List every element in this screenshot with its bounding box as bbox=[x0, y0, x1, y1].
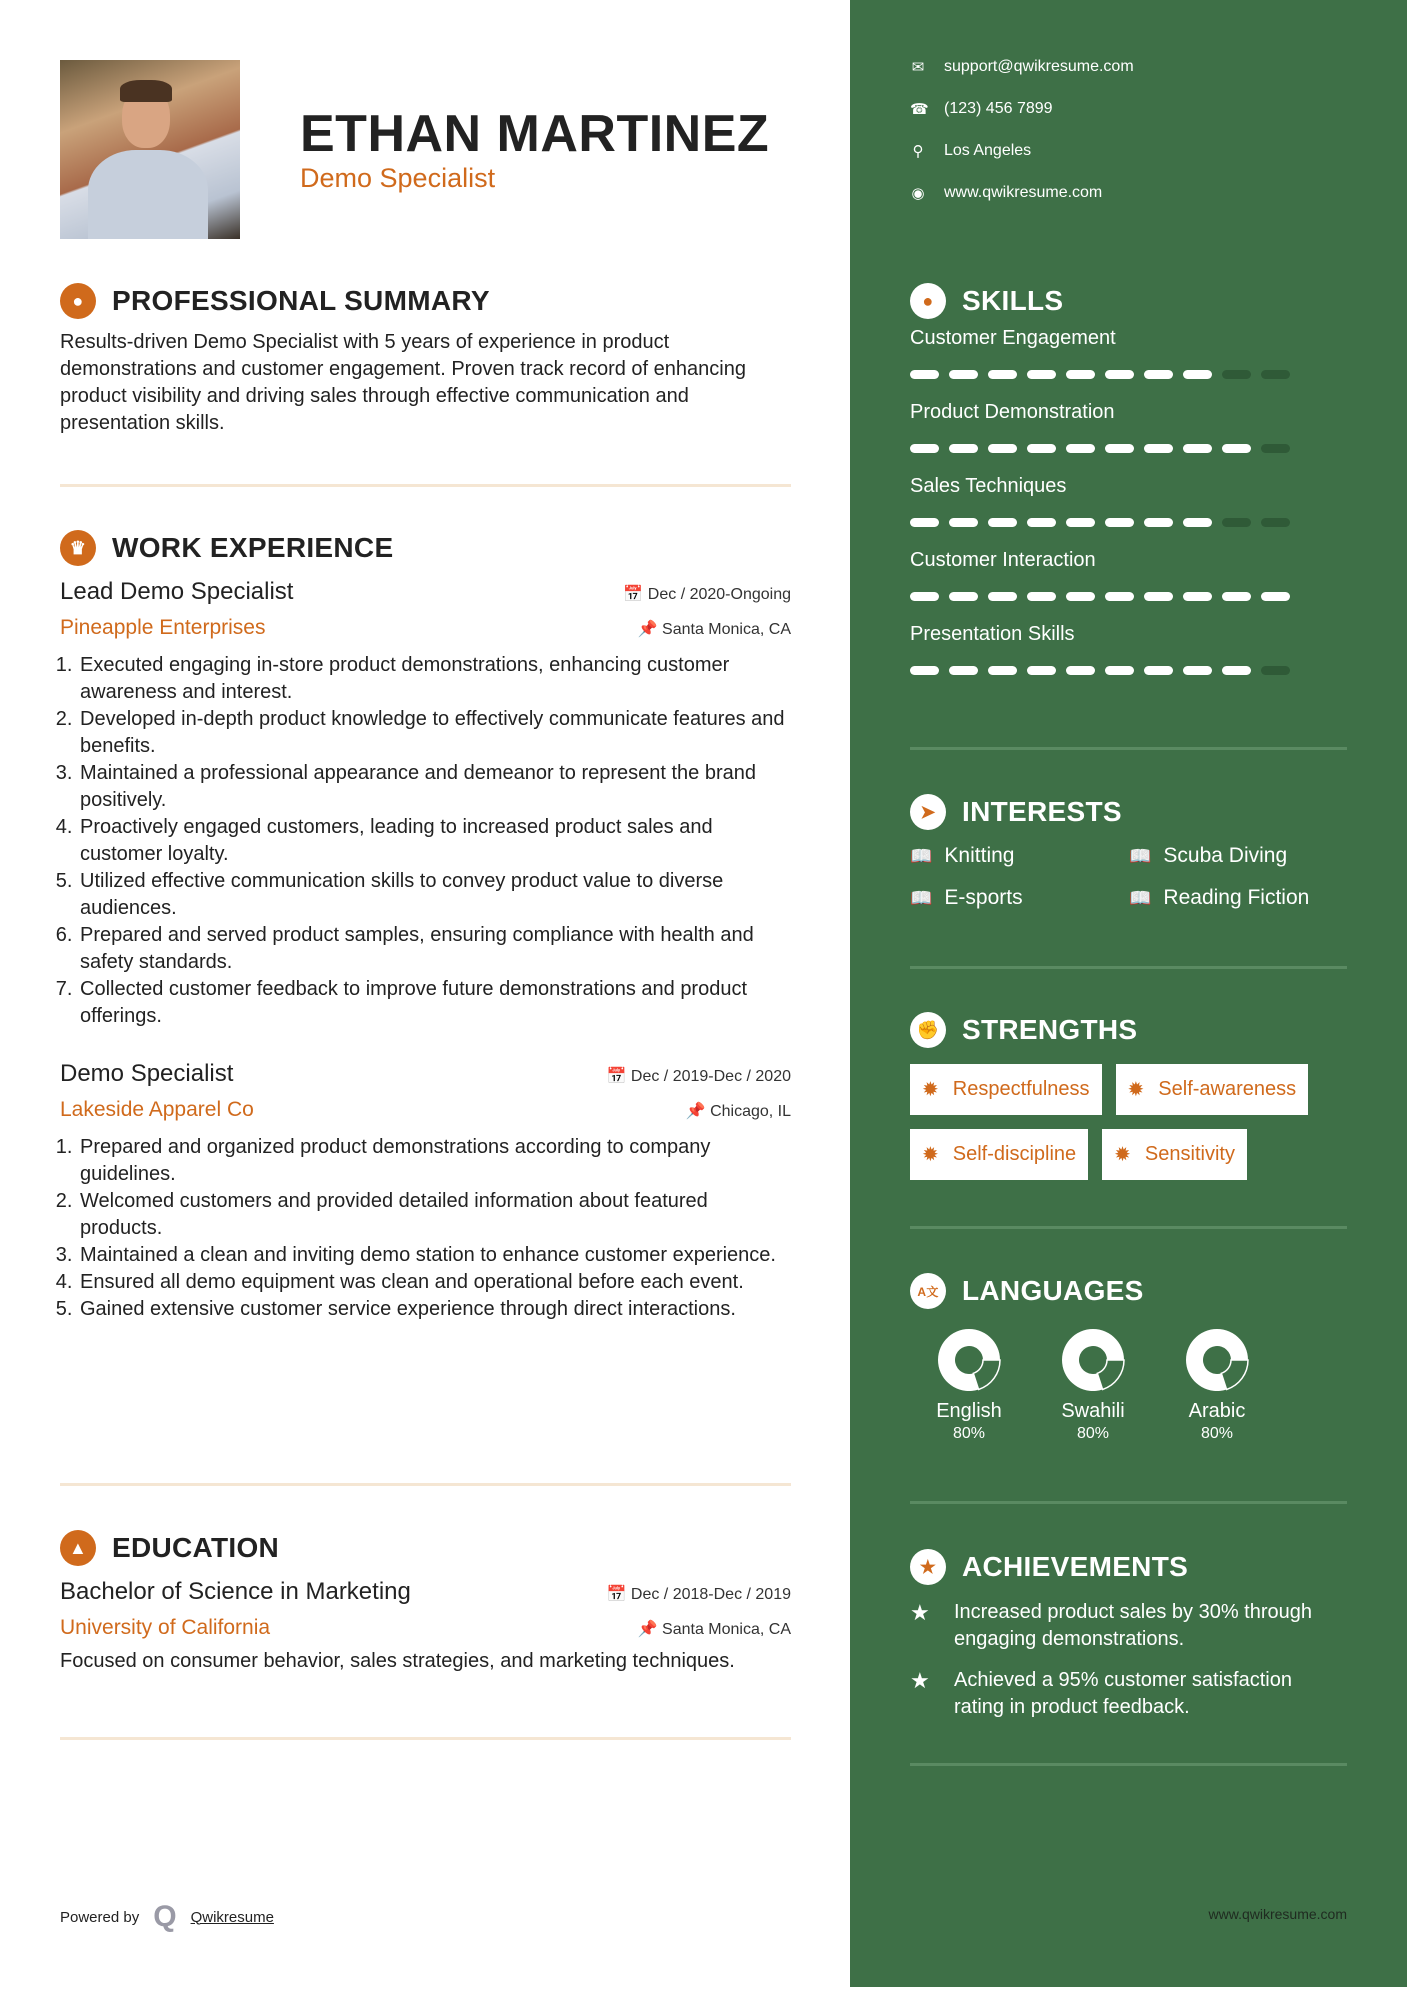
badge-icon: ✹ bbox=[1114, 1144, 1131, 1166]
interest-label: Scuba Diving bbox=[1163, 844, 1288, 867]
skill-dash-filled bbox=[988, 518, 1017, 527]
section-heading: PROFESSIONAL SUMMARY bbox=[112, 285, 490, 316]
achievement-text: Achieved a 95% customer satisfaction rating in product feedback. bbox=[954, 1669, 1292, 1718]
skill-dash-filled bbox=[1222, 666, 1251, 675]
job-location: Chicago, IL bbox=[710, 1103, 791, 1120]
language-percent: 80% bbox=[1200, 1425, 1234, 1442]
email-text: support@qwikresume.com bbox=[944, 58, 1134, 75]
skill-dash-filled bbox=[988, 444, 1017, 453]
calendar-icon: 📅 bbox=[623, 586, 648, 603]
donut-remaining-arc bbox=[1221, 1360, 1248, 1389]
sidebar bbox=[850, 0, 1407, 1987]
skill-dash-empty bbox=[1261, 370, 1290, 379]
interest-item bbox=[910, 886, 1129, 910]
bullet-item: 3. Maintained a professional appearance and demeanor to represent the brand positively. bbox=[78, 760, 791, 814]
skill-dash-filled bbox=[1027, 370, 1056, 379]
skill-name: Customer Interaction bbox=[910, 549, 1096, 571]
divider bbox=[910, 966, 1347, 969]
language-percent: 80% bbox=[1076, 1425, 1110, 1442]
skills-section bbox=[910, 283, 1347, 697]
book-icon: 📖 bbox=[1129, 887, 1152, 908]
paper-plane-icon: ➤ bbox=[910, 794, 946, 830]
pin-icon: 📌 bbox=[637, 1621, 663, 1638]
bullet-item: 5. Gained extensive customer service experience through direct interactions. bbox=[78, 1296, 791, 1323]
divider bbox=[60, 1737, 791, 1740]
education-location: Santa Monica, CA bbox=[662, 1621, 791, 1638]
skill-dash-filled bbox=[1066, 592, 1095, 601]
language-donut bbox=[936, 1327, 1002, 1393]
candidate-title: Demo Specialist bbox=[300, 163, 496, 193]
skill-level-bar bbox=[910, 592, 1347, 601]
skill-name: Presentation Skills bbox=[910, 623, 1075, 645]
skill-dash-filled bbox=[910, 370, 939, 379]
skill-level-bar bbox=[910, 370, 1347, 379]
donut-remaining-arc bbox=[973, 1360, 1000, 1389]
job-header bbox=[60, 1060, 791, 1088]
skill-dash-filled bbox=[1066, 370, 1095, 379]
strength-label: Sensitivity bbox=[1144, 1143, 1235, 1165]
pin-icon: 📌 bbox=[685, 1103, 711, 1120]
calendar-icon: 📅 bbox=[606, 1068, 631, 1085]
skill-name: Customer Engagement bbox=[910, 327, 1116, 349]
interest-item bbox=[910, 844, 1129, 868]
language-name: Arabic bbox=[1188, 1400, 1246, 1422]
badge-icon: ✹ bbox=[922, 1079, 939, 1101]
divider bbox=[910, 1501, 1347, 1504]
skill-level-bar bbox=[910, 518, 1347, 527]
skill-dash-filled bbox=[1027, 666, 1056, 675]
lightbulb-icon: ● bbox=[910, 283, 946, 319]
degree: Bachelor of Science in Marketing bbox=[60, 1578, 411, 1605]
strength-chip bbox=[910, 1064, 1102, 1115]
skill-dash-filled bbox=[949, 518, 978, 527]
education-dates: Dec / 2018-Dec / 2019 bbox=[630, 1586, 791, 1603]
divider bbox=[910, 747, 1347, 750]
skill-dash-filled bbox=[1105, 444, 1134, 453]
company-name: Pineapple Enterprises bbox=[60, 616, 266, 639]
contact-email bbox=[910, 58, 1134, 76]
skill-dash-filled bbox=[1222, 444, 1251, 453]
skill-dash-filled bbox=[1183, 518, 1212, 527]
bullet-item: 1. Executed engaging in-store product demonstrations, enhancing customer awareness and interest. bbox=[78, 652, 791, 706]
shooting-star-icon: ★ bbox=[910, 1600, 930, 1625]
skill-dash-filled bbox=[1183, 444, 1212, 453]
education-section bbox=[60, 1530, 800, 1675]
job-dates-wrap bbox=[623, 584, 791, 604]
job-location-wrap bbox=[638, 619, 791, 639]
skill-dash-filled bbox=[1144, 592, 1173, 601]
language-donut bbox=[1184, 1327, 1250, 1393]
language-donut bbox=[1060, 1327, 1126, 1393]
summary-section bbox=[60, 283, 791, 437]
contact-location bbox=[910, 142, 1031, 160]
bullet-item: 6. Prepared and served product samples, ensuring compliance with health and safety standards. bbox=[78, 922, 791, 976]
company-name: Lakeside Apparel Co bbox=[60, 1098, 254, 1121]
interest-item bbox=[1129, 886, 1348, 910]
language-item bbox=[1144, 1327, 1290, 1443]
skill-dash-filled bbox=[1222, 592, 1251, 601]
book-icon: 📖 bbox=[910, 887, 933, 908]
job-dates: Dec / 2020-Ongoing bbox=[647, 586, 791, 603]
contact-phone bbox=[910, 100, 1053, 118]
strength-chip bbox=[1102, 1129, 1247, 1180]
divider bbox=[60, 1483, 791, 1486]
strength-label: Respectfulness bbox=[952, 1078, 1090, 1100]
achievement-text: Increased product sales by 30% through engaging demonstrations. bbox=[954, 1601, 1312, 1650]
skill-dash-filled bbox=[1066, 518, 1095, 527]
translate-icon: A文 bbox=[910, 1273, 946, 1309]
school: University of California bbox=[60, 1616, 271, 1639]
skill-dash-empty bbox=[1222, 370, 1251, 379]
skill-dash-filled bbox=[1183, 370, 1212, 379]
skill-dash-filled bbox=[949, 444, 978, 453]
candidate-name: ETHAN MARTINEZ bbox=[300, 105, 770, 163]
skill-dash-filled bbox=[1027, 518, 1056, 527]
job-dates: Dec / 2019-Dec / 2020 bbox=[630, 1068, 791, 1085]
skill-dash-filled bbox=[1066, 666, 1095, 675]
skill-dash-filled bbox=[1183, 666, 1212, 675]
section-heading: WORK EXPERIENCE bbox=[112, 532, 394, 563]
skill-dash-filled bbox=[1105, 666, 1134, 675]
badge-icon: ✹ bbox=[922, 1144, 939, 1166]
skill-dash-filled bbox=[1105, 518, 1134, 527]
envelope-icon: ✉ bbox=[911, 59, 925, 76]
qwikresume-logo-icon: Q bbox=[153, 1900, 177, 1933]
interest-item bbox=[1129, 844, 1348, 868]
achievement-item bbox=[910, 1667, 1347, 1721]
strength-chip bbox=[910, 1129, 1088, 1180]
skill-dash-filled bbox=[1105, 592, 1134, 601]
skill-dash-filled bbox=[1066, 444, 1095, 453]
job-location: Santa Monica, CA bbox=[662, 621, 791, 638]
job-dates-wrap bbox=[607, 1066, 791, 1086]
skill-dash-filled bbox=[1027, 592, 1056, 601]
shooting-star-icon: ★ bbox=[910, 1668, 930, 1693]
bullet-item: 5. Utilized effective communication skills to convey product value to diverse audiences. bbox=[78, 868, 791, 922]
bullet-item: 2. Developed in-depth product knowledge to effectively communicate features and benefits. bbox=[78, 706, 791, 760]
footer-powered bbox=[60, 1900, 274, 1934]
skill-dash-filled bbox=[949, 370, 978, 379]
job-subheader bbox=[60, 616, 791, 640]
bullet-item: 4. Ensured all demo equipment was clean and operational before each event. bbox=[78, 1269, 791, 1296]
interest-label: Knitting bbox=[944, 844, 1015, 867]
achievement-item bbox=[910, 1599, 1347, 1653]
job-entry bbox=[60, 578, 791, 1030]
book-icon: 📖 bbox=[1129, 845, 1152, 866]
job-header bbox=[60, 578, 791, 606]
bullet-item: 1. Prepared and organized product demonstrations according to company guidelines. bbox=[78, 1134, 791, 1188]
graduation-icon: ▲ bbox=[60, 1530, 96, 1566]
skill-dash-empty bbox=[1261, 444, 1290, 453]
strength-chip bbox=[1116, 1064, 1309, 1115]
section-heading: STRENGTHS bbox=[962, 1014, 1138, 1045]
section-heading: ACHIEVEMENTS bbox=[962, 1551, 1189, 1582]
fist-icon: ✊ bbox=[910, 1012, 946, 1048]
strengths-section bbox=[910, 1012, 1347, 1180]
book-icon: 📖 bbox=[910, 845, 933, 866]
footer-url: www.qwikresume.com bbox=[1208, 1906, 1347, 1922]
skill-dash-filled bbox=[1027, 444, 1056, 453]
skill-dash-filled bbox=[1261, 592, 1290, 601]
chair-icon: ♛ bbox=[60, 530, 96, 566]
skill-dash-filled bbox=[988, 370, 1017, 379]
skill-dash-filled bbox=[1183, 592, 1212, 601]
skill-dash-filled bbox=[910, 444, 939, 453]
bullet-item: 2. Welcomed customers and provided detailed information about featured products. bbox=[78, 1188, 791, 1242]
calendar-icon: 📅 bbox=[606, 1586, 631, 1603]
phone-icon: ☎ bbox=[910, 101, 929, 118]
language-percent: 80% bbox=[952, 1425, 986, 1442]
languages-section bbox=[910, 1273, 1347, 1443]
star-icon: ★ bbox=[910, 1549, 946, 1585]
profile-photo bbox=[60, 60, 240, 239]
achievements-section bbox=[910, 1549, 1347, 1721]
bullet-item: 7. Collected customer feedback to improve future demonstrations and product offerings. bbox=[78, 976, 791, 1030]
job-bullets bbox=[60, 1134, 791, 1323]
map-pin-icon: ⚲ bbox=[912, 143, 924, 160]
job-entry bbox=[60, 1060, 791, 1323]
contact-website bbox=[910, 184, 1102, 202]
skill-level-bar bbox=[910, 666, 1347, 675]
job-title: Lead Demo Specialist bbox=[60, 578, 294, 605]
interests-section bbox=[910, 794, 1347, 910]
skill-dash-filled bbox=[1105, 370, 1134, 379]
user-icon: ● bbox=[60, 283, 96, 319]
summary-text: Results-driven Demo Specialist with 5 years of experience in product demonstrations and customer engagement. Proven track record of enhancing product visibility and driving sales through effective communication and presentation skills. bbox=[60, 331, 746, 434]
skill-name: Sales Techniques bbox=[910, 475, 1067, 497]
website-text: www.qwikresume.com bbox=[944, 184, 1103, 201]
divider bbox=[910, 1226, 1347, 1229]
skill-level-bar bbox=[910, 444, 1347, 453]
skill-dash-filled bbox=[910, 666, 939, 675]
skill-dash-filled bbox=[1144, 518, 1173, 527]
section-heading: SKILLS bbox=[962, 285, 1064, 316]
section-heading: INTERESTS bbox=[962, 796, 1122, 827]
skill-dash-filled bbox=[1144, 666, 1173, 675]
job-title: Demo Specialist bbox=[60, 1060, 234, 1087]
skill-dash-filled bbox=[1144, 444, 1173, 453]
pin-icon: 📌 bbox=[637, 621, 663, 638]
divider bbox=[910, 1763, 1347, 1766]
job-subheader bbox=[60, 1098, 791, 1122]
skill-dash-empty bbox=[1261, 666, 1290, 675]
strength-label: Self-awareness bbox=[1158, 1078, 1297, 1100]
donut-remaining-arc bbox=[1097, 1360, 1124, 1389]
skill-dash-filled bbox=[910, 518, 939, 527]
language-name: Swahili bbox=[1061, 1400, 1125, 1422]
skill-dash-filled bbox=[910, 592, 939, 601]
bullet-item: 3. Maintained a clean and inviting demo station to enhance customer experience. bbox=[78, 1242, 791, 1269]
badge-icon: ✹ bbox=[1127, 1079, 1145, 1101]
skill-name: Product Demonstration bbox=[910, 401, 1115, 423]
section-heading: LANGUAGES bbox=[962, 1275, 1144, 1306]
divider bbox=[60, 484, 791, 487]
skill-dash-empty bbox=[1222, 518, 1251, 527]
strength-label: Self-discipline bbox=[952, 1143, 1077, 1165]
language-name: English bbox=[936, 1400, 1002, 1422]
powered-by-label: Powered by bbox=[60, 1908, 140, 1926]
phone-text: (123) 456 7899 bbox=[944, 100, 1053, 117]
interest-label: Reading Fiction bbox=[1163, 886, 1310, 909]
interest-label: E-sports bbox=[944, 886, 1023, 909]
location-text: Los Angeles bbox=[944, 142, 1032, 159]
skill-dash-empty bbox=[1261, 518, 1290, 527]
work-section bbox=[60, 530, 791, 1323]
skill-dash-filled bbox=[949, 592, 978, 601]
bullet-item: 4. Proactively engaged customers, leading to increased product sales and customer loyalty. bbox=[78, 814, 791, 868]
skill-dash-filled bbox=[949, 666, 978, 675]
skill-dash-filled bbox=[988, 592, 1017, 601]
job-location-wrap bbox=[686, 1101, 791, 1121]
skill-dash-filled bbox=[1144, 370, 1173, 379]
globe-icon: ◉ bbox=[911, 185, 925, 202]
section-heading: EDUCATION bbox=[112, 1532, 280, 1563]
job-bullets bbox=[60, 652, 791, 1030]
qwikresume-link[interactable]: Qwikresume bbox=[190, 1908, 274, 1926]
education-description: Focused on consumer behavior, sales strategies, and marketing techniques. bbox=[60, 1650, 735, 1672]
skill-dash-filled bbox=[988, 666, 1017, 675]
